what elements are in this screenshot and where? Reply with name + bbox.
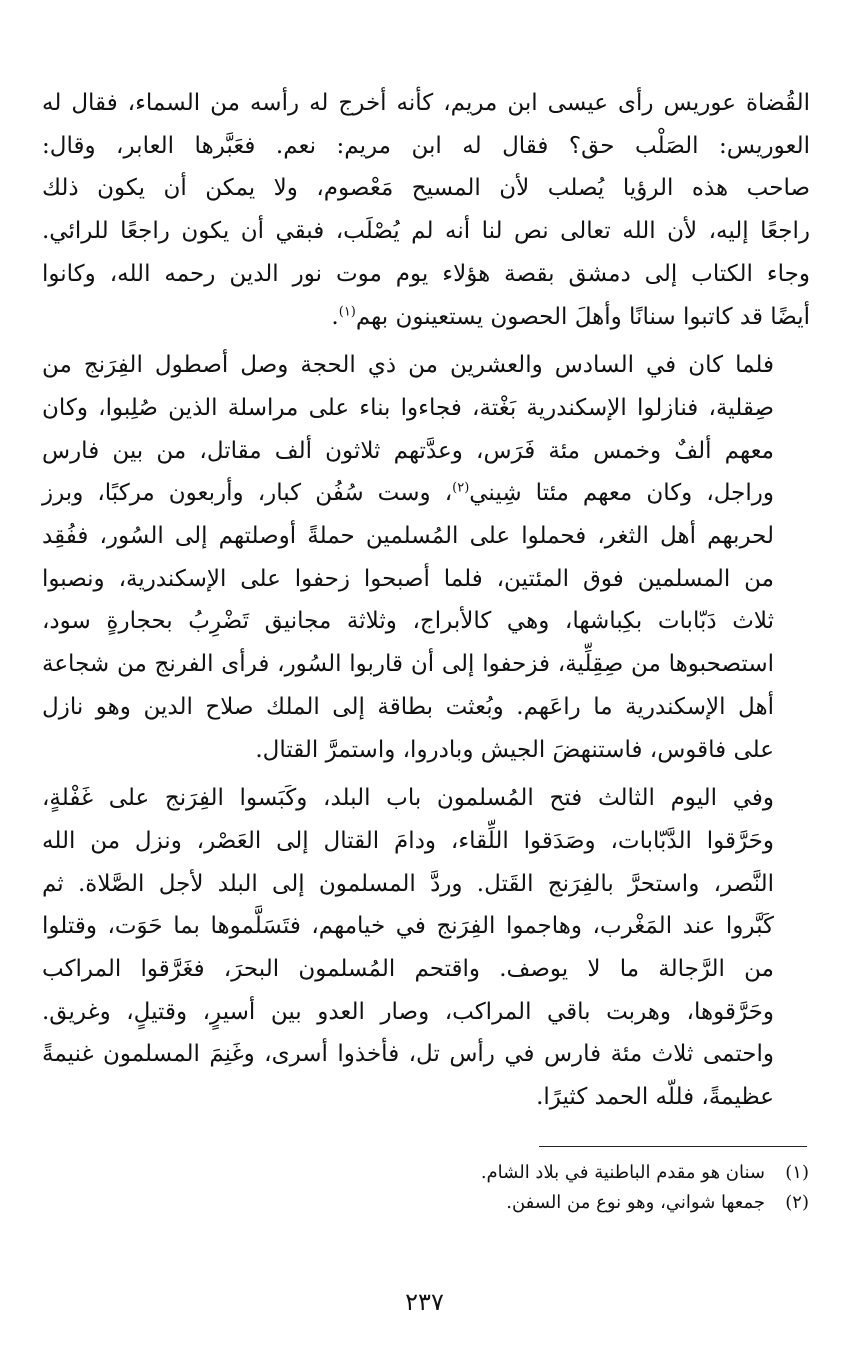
text-line: أهل الإسكندرية ما راعَهم. وبُعثت بطاقة إلى الملك صلاح الدين وهو نازل	[42, 693, 774, 720]
text-line: صِقلية، فنازلوا الإسكندرية بَغْتة، فجاءوا بناء على مراسلة الذين صُلِبوا، وكان	[42, 394, 774, 421]
text-line: راجعًا إليه، لأن الله تعالى نص لنا أنه لم يُصْلَب، فبقي أن يكون راجعًا للرائي.	[42, 218, 810, 245]
text-line: النَّصر، واستحرَّ بالفِرَنج القَتل. وردَّ المسلمون إلى البلد لأجل الصَّلاة. ثم	[42, 870, 774, 897]
footnote-number: (٢)	[785, 1192, 809, 1213]
text-line: العوريس: الصَلْب حق؟ فقال له ابن مريم: نعم. فعَبَّرها العابر، وقال:	[42, 132, 810, 159]
text-line: وحَرَّقوها، وهربت باقي المراكب، وصار العدو بين أسيرٍ، وقتيلٍ، وغريق.	[42, 998, 774, 1025]
text-fragment: ، وست سُفُن كبار، وأربعون مركبًا، وبرز	[42, 480, 453, 507]
text-line: ثلاث دَبّابات بكِباشها، وهي كالأبراج، وثلاثة مجانيق تَضْرِبُ بحجارةٍ سود،	[42, 608, 774, 635]
footnote-1	[49, 1158, 809, 1188]
text-line: وفي اليوم الثالث فتح المُسلمون باب البلد، وكَبَسوا الفِرَنج على غَفْلةٍ،	[42, 785, 774, 812]
text-line	[42, 296, 810, 339]
text-line: عظيمةً، فللّه الحمد كثيرًا.	[536, 1084, 774, 1111]
text-line: على فاقوس، فاستنهضَ الجيش وبادروا، واستمرَّ القتال.	[255, 736, 774, 763]
text-line: واحتمى ثلاث مئة فارس في رأس تل، فأخذوا أسرى، وغَنِمَ المسلمون غنيمةً	[42, 1041, 774, 1068]
text-line: استصحبوها من صِقِلِّية، فزحفوا إلى أن قاربوا السُور، فرأى الفرنج من شجاعة	[42, 651, 774, 678]
text-line: من الرَّجالة ما لا يوصف. واقتحم المُسلمون البحرَ، فغَرَّقوا المراكب	[42, 956, 774, 983]
footnote-divider	[539, 1146, 807, 1147]
paragraph-1	[42, 82, 810, 338]
paragraph-3	[42, 777, 810, 1119]
footnote-marker[interactable]: (٢)	[452, 480, 470, 496]
text-line: كَبَّروا عند المَغْرب، وهاجموا الفِرَنج في خيامهم، فتَسَلَّموها بما حَوَت، وقتلوا	[42, 913, 774, 940]
text-line: صاحب هذه الرؤيا يُصلب لأن المسيح مَعْصوم، ولا يمكن أن يكون ذلك	[42, 175, 810, 202]
text-fragment: أيضًا قد كاتبوا سنانًا وأهلَ الحصون يستعينون بهم	[355, 303, 810, 330]
footnotes	[49, 1158, 809, 1218]
text-line: من المسلمين فوق المئتين، فلما أصبحوا زحفوا على الإسكندرية، ونصبوا	[42, 565, 774, 592]
page-body	[42, 82, 810, 1125]
footnote-text: سنان هو مقدم الباطنية في بلاد الشام.	[480, 1162, 765, 1183]
text-line: فلما كان في السادس والعشرين من ذي الحجة وصل أصطول الفِرَنج من	[42, 352, 774, 379]
text-line: لحربهم أهل الثغر، فحملوا على المُسلمين حملةً أوصلتهم إلى السُور، ففُقِد	[42, 523, 774, 550]
footnote-number: (١)	[785, 1162, 809, 1183]
footnote-marker[interactable]: (١)	[338, 303, 356, 319]
text-fragment: وراجل، وكان معهم مئتا شِيني	[469, 480, 774, 507]
paragraph-2	[42, 344, 810, 771]
footnote-text: جمعها شواني، وهو نوع من السفن.	[506, 1192, 765, 1213]
text-line	[42, 472, 810, 515]
footnote-2	[49, 1188, 809, 1218]
text-fragment: .	[331, 303, 339, 330]
page-number: ٢٣٧	[405, 1288, 444, 1316]
text-line: وجاء الكتاب إلى دمشق بقصة هؤلاء يوم موت نور الدين رحمه الله، وكانوا	[42, 260, 810, 287]
text-line: معهم ألفٌ وخمس مئة فَرَس، وعدَّتهم ثلاثون ألف مقاتل، من بين فارس	[42, 437, 774, 464]
text-line: القُضاة عوريس رأى عيسى ابن مريم، كأنه أخرج له رأسه من السماء، فقال له	[42, 90, 810, 116]
text-line: وحَرَّقوا الدَّبّابات، وصَدَقوا اللِّقاء، ودامَ القتال إلى العَصْر، ونزل من الله	[42, 827, 774, 854]
